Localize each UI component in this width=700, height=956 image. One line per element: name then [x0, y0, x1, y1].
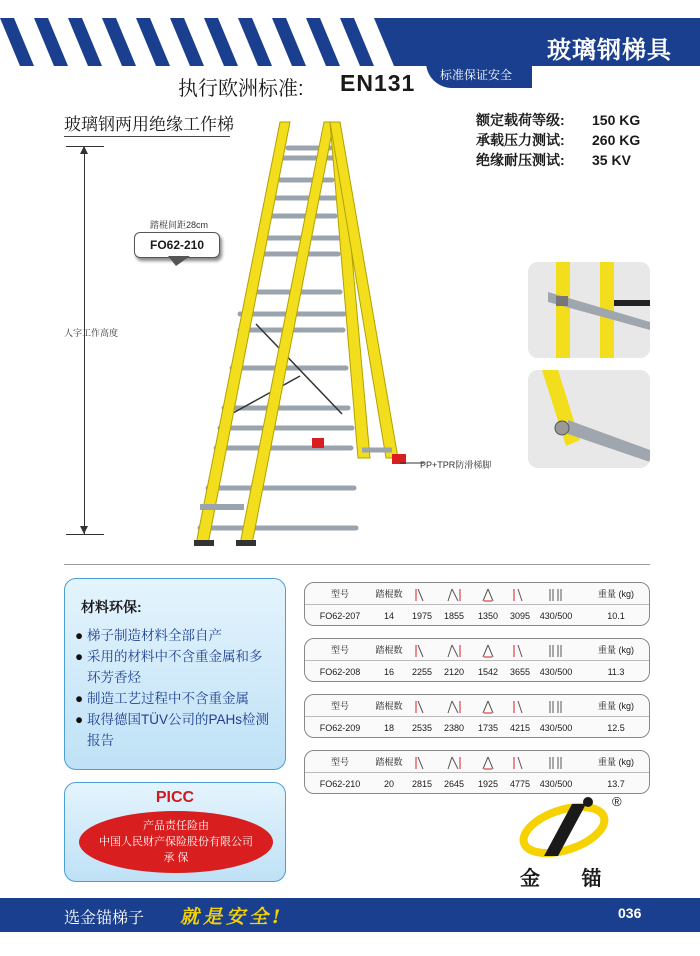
detail-photo-foot: [528, 370, 650, 468]
materials-panel: [64, 578, 286, 770]
jinmao-logo-icon: [518, 796, 614, 860]
header-model: 型号: [330, 589, 349, 599]
header-rungs: 踏棍数: [375, 645, 403, 655]
dimension-d3-icon: [471, 695, 505, 717]
section-divider: [64, 564, 650, 565]
dimension-d3-icon: [471, 751, 505, 773]
cell-weight: 13.7: [607, 779, 625, 789]
cell-d1: 2535: [411, 723, 433, 733]
dimension-d3-icon: [471, 639, 505, 661]
cell-d4: 3655: [509, 667, 531, 677]
spec-key: 绝缘耐压测试:: [476, 152, 565, 168]
spec-key: 额定载荷等级:: [476, 112, 565, 128]
brand-name: 金 锚: [520, 868, 620, 890]
cell-d5: 430/500: [539, 667, 573, 677]
materials-item-text: 取得德国TÜV公司的PAHs检测报告: [87, 712, 270, 748]
product-title: 玻璃钢两用绝缘工作梯: [64, 115, 234, 134]
spec-table: [304, 638, 650, 682]
materials-item-text: 梯子制造材料全部自产: [87, 628, 222, 643]
spec-table: [304, 694, 650, 738]
spec-table: [304, 582, 650, 626]
spec-row: [476, 130, 640, 150]
dimension-d4-icon: [503, 639, 537, 661]
cell-d2: 2645: [443, 779, 465, 789]
dimension-d5-icon: [535, 639, 577, 661]
footer-slogan-highlight: 就是安全!: [180, 906, 285, 928]
dimension-line: [84, 146, 85, 534]
cell-model: FO62-207: [319, 611, 361, 621]
cell-rungs: 20: [383, 779, 394, 789]
cell-d4: 4775: [509, 779, 531, 789]
cell-d2: 1855: [443, 611, 465, 621]
cell-weight: 11.3: [607, 667, 625, 677]
cell-d5: 430/500: [539, 723, 573, 733]
spec-value: 150 KG: [592, 112, 641, 128]
dimension-tick-bottom: [66, 534, 104, 535]
dimension-d2-icon: [437, 751, 471, 773]
spec-table: [304, 750, 650, 794]
materials-item: [75, 646, 275, 688]
picc-line: 中国人民财产保险股份有限公司: [99, 836, 253, 848]
header-rungs: 踏棍数: [375, 589, 403, 599]
header-model: 型号: [330, 701, 349, 711]
cell-model: FO62-208: [319, 667, 361, 677]
bullet-icon: ●: [75, 649, 84, 664]
spec-table-header: [305, 639, 649, 661]
header-model: 型号: [330, 757, 349, 767]
cell-weight: 12.5: [607, 723, 625, 733]
header-weight: 重量 (kg): [597, 589, 634, 599]
cell-weight: 10.1: [607, 611, 625, 621]
spec-row: [476, 150, 640, 170]
picc-oval: [79, 811, 273, 873]
header-weight: 重量 (kg): [597, 701, 634, 711]
dimension-d3-icon: [471, 583, 505, 605]
dimension-d2-icon: [437, 583, 471, 605]
spec-key: 承载压力测试:: [476, 132, 565, 148]
picc-title: PICC: [155, 789, 195, 806]
standard-label: 执行欧洲标准:: [178, 78, 304, 100]
materials-item-text: 制造工艺过程中不含重金属: [87, 691, 249, 706]
spec-table-header: [305, 583, 649, 605]
header-tab-text: 标准保证安全: [440, 68, 513, 82]
dimension-d4-icon: [503, 695, 537, 717]
picc-line: 承 保: [163, 852, 189, 864]
cell-d3: 1542: [477, 667, 499, 677]
table-row: [305, 717, 649, 739]
work-height-label: 人字工作高度: [64, 328, 119, 338]
arrow-up-icon: [80, 146, 88, 154]
header-rungs: 踏棍数: [375, 701, 403, 711]
picc-line: 产品责任险由: [143, 820, 209, 832]
feet-label: PP+TPR防滑梯脚: [420, 460, 492, 470]
picc-panel: [64, 782, 286, 882]
dimension-d5-icon: [535, 695, 577, 717]
cell-d3: 1925: [477, 779, 499, 789]
materials-item: [75, 625, 275, 646]
spec-row: [476, 110, 640, 130]
dimension-d5-icon: [535, 583, 577, 605]
standard-code: EN131: [340, 70, 416, 96]
materials-item: [75, 709, 275, 751]
page-number: 036: [618, 905, 642, 921]
dimension-d4-icon: [503, 751, 537, 773]
cell-d2: 2120: [443, 667, 465, 677]
model-callout: FO62-210: [134, 232, 220, 258]
dimension-d1-icon: [405, 751, 439, 773]
cell-d3: 1350: [477, 611, 499, 621]
table-row: [305, 605, 649, 627]
detail-photo-hinge: [528, 262, 650, 358]
bullet-icon: ●: [75, 712, 84, 727]
cell-rungs: 14: [383, 611, 394, 621]
header-stripes: [0, 18, 440, 66]
dimension-d1-icon: [405, 695, 439, 717]
bullet-icon: ●: [75, 691, 84, 706]
spec-value: 35 KV: [592, 152, 631, 168]
spec-table-header: [305, 695, 649, 717]
cell-d1: 1975: [411, 611, 433, 621]
cell-d5: 430/500: [539, 779, 573, 789]
cell-rungs: 16: [383, 667, 394, 677]
arrow-down-icon: [80, 526, 88, 534]
cell-d1: 2815: [411, 779, 433, 789]
spec-table-header: [305, 751, 649, 773]
dimension-d5-icon: [535, 751, 577, 773]
cell-d4: 3095: [509, 611, 531, 621]
dimension-d2-icon: [437, 639, 471, 661]
dimension-d4-icon: [503, 583, 537, 605]
header-weight: 重量 (kg): [597, 645, 634, 655]
cell-rungs: 18: [383, 723, 394, 733]
cell-model: FO62-209: [319, 723, 361, 733]
bullet-icon: ●: [75, 628, 84, 643]
ladder-illustration: [180, 118, 420, 548]
header-model: 型号: [330, 645, 349, 655]
registered-mark: ®: [612, 794, 622, 809]
dimension-d2-icon: [437, 695, 471, 717]
category-title: 玻璃钢梯具: [547, 37, 672, 64]
rung-spacing-label: 踏棍间距28cm: [150, 220, 209, 230]
table-row: [305, 773, 649, 795]
spec-value: 260 KG: [592, 132, 641, 148]
header-rungs: 踏棍数: [375, 757, 403, 767]
cell-d2: 2380: [443, 723, 465, 733]
materials-item-text: 采用的材料中不含重金属和多环芳香烃: [87, 649, 263, 685]
cell-d5: 430/500: [539, 611, 573, 621]
cell-d4: 4215: [509, 723, 531, 733]
materials-item: [75, 688, 275, 709]
dimension-d1-icon: [405, 583, 439, 605]
footer-slogan: 选金锚梯子: [64, 910, 145, 927]
materials-title: 材料环保:: [81, 599, 142, 615]
cell-d1: 2255: [411, 667, 433, 677]
cell-d3: 1735: [477, 723, 499, 733]
header-weight: 重量 (kg): [597, 757, 634, 767]
dimension-d1-icon: [405, 639, 439, 661]
cell-model: FO62-210: [319, 779, 361, 789]
spec-list: [476, 110, 640, 170]
table-row: [305, 661, 649, 683]
